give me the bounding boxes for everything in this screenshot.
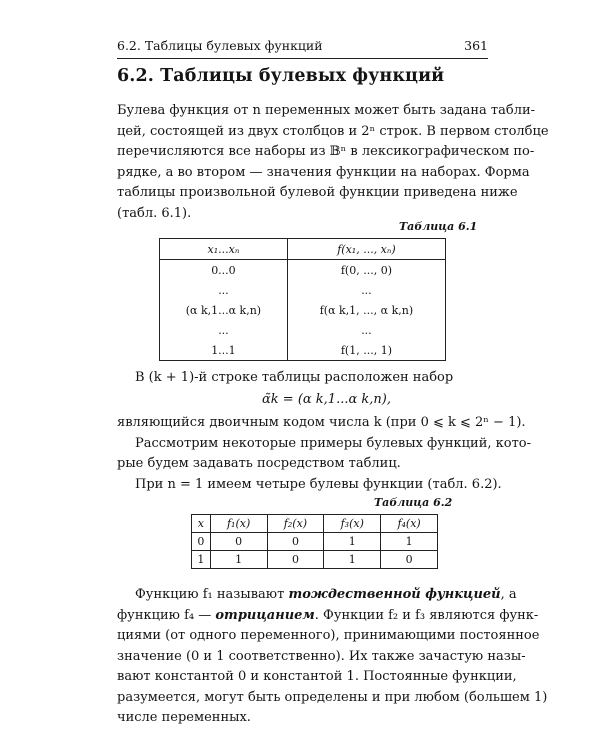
table-header-cell: x [192,515,211,533]
table-row [160,260,446,281]
table-row [160,300,446,320]
paragraph-examples [117,413,531,495]
term-negation: отрицанием [215,607,315,623]
paragraph-definitions [117,585,548,729]
table-cell: ... [160,320,288,340]
table-cell: ... [287,280,445,300]
text-line: значение (0 и 1 соответственно). Их также зачастую назы- [117,648,526,664]
table-cell: f(α k,1, ..., α k,n) [287,300,445,320]
paragraph-intro [117,101,549,224]
table-cell: 1 [210,551,267,569]
table-row [160,340,446,361]
page-number: 361 [464,38,488,53]
text-line: числе переменных. [117,710,251,725]
table-6-2 [191,514,438,569]
text-line: цей, состоящей из двух столбцов и 2ⁿ строк. В первом столбце [117,123,549,139]
table-header-cell: f₂(x) [267,515,324,533]
table-cell: 1 [381,533,438,551]
table-cell: 1 [324,533,381,551]
text-run: . Функции f₂ и f₃ являются функ- [314,607,539,623]
table-cell: 0...0 [160,260,288,281]
text-line: вают константой 0 и константой 1. Постоянные функции, [117,669,517,684]
table-row [160,320,446,340]
table-cell: 1...1 [160,340,288,361]
table-header-cell: f(x₁, ..., xₙ) [287,239,445,260]
text-line [117,606,539,627]
table-6-1 [159,238,446,361]
text-line: (табл. 6.1). [117,205,192,221]
text-line: разумеется, могут быть определены и при любом (большем 1) [117,689,548,705]
text-line: Булева функция от n переменных может быть задана табли- [117,103,536,118]
table-cell: f(0, ..., 0) [287,260,445,281]
table-cell: 1 [192,551,211,569]
table-header-cell: x₁...xₙ [160,239,288,260]
running-head [117,38,488,58]
text-line: являющийся двоичным кодом числа k (при 0 ⩽ k ⩽ 2ⁿ − 1). [117,415,526,430]
paragraph-line [117,368,488,389]
text-line: циями (от одного переменного), принимающими постоянное [117,628,540,643]
text-line: Рассмотрим некоторые примеры булевых функций, кото- [135,435,531,451]
formula: α̃k = (α k,1...α k,n), [262,392,391,407]
text-line: таблицы произвольной булевой функции приведена ниже [117,185,518,200]
table-row [192,551,438,569]
table-caption: Таблица 6.1 [399,220,478,233]
table-cell: (α k,1...α k,n) [160,300,288,320]
running-title: 6.2. Таблицы булевых функций [117,38,323,53]
text-line: перечисляются все наборы из 𝔹ⁿ в лексикографическом по- [117,144,535,159]
table-cell: ... [287,320,445,340]
text-line: рядке, а во втором — значения функции на наборах. Форма [117,164,530,180]
table-header-cell: f₁(x) [210,515,267,533]
table-cell: 0 [381,551,438,569]
text-line: При n = 1 имеем четыре булевы функции (табл. 6.2). [135,476,502,492]
section-title: 6.2. Таблицы булевых функций [117,66,445,86]
table-row [192,533,438,551]
table-cell: 0 [210,533,267,551]
table-cell: 0 [267,551,324,569]
header-rule [117,58,488,59]
table-header-cell: f₄(x) [381,515,438,533]
text-line: рые будем задавать посредством таблиц. [117,456,401,471]
table-cell: 0 [267,533,324,551]
table-caption: Таблица 6.2 [374,496,453,509]
text-run: функцию f₄ — [117,607,216,623]
text-run: Функцию f₁ называют [135,587,289,602]
term-identity: тождественной функцией [288,587,501,602]
table-cell: 0 [192,533,211,551]
text-run: , а [500,587,517,602]
table-row [160,280,446,300]
table-cell: ... [160,280,288,300]
table-cell: 1 [324,551,381,569]
text-line: В (k + 1)-й строке таблицы расположен набор [135,370,454,385]
table-cell: f(1, ..., 1) [287,340,445,361]
text-line [117,585,517,606]
table-header-cell: f₃(x) [324,515,381,533]
